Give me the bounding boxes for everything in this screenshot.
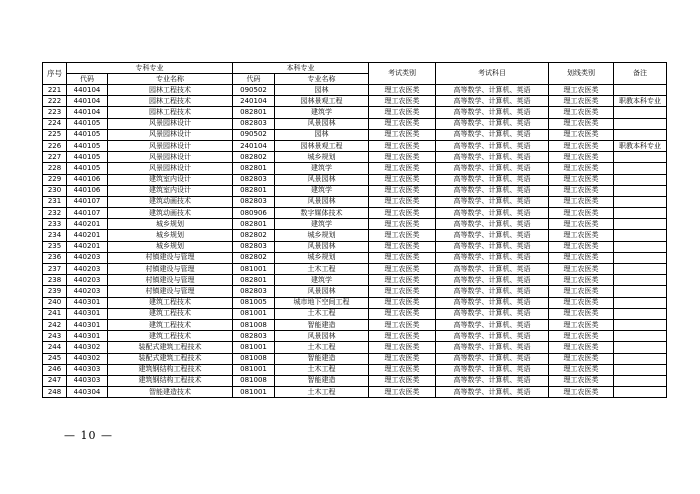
cell-remark — [614, 185, 667, 196]
cell-zhuanke-name: 村镇建设与管理 — [108, 252, 233, 263]
cell-exam-subjects: 高等数学、计算机、英语 — [436, 297, 549, 308]
cell-remark — [614, 308, 667, 319]
cell-line-type: 理工农医类 — [549, 331, 614, 342]
cell-remark — [614, 375, 667, 386]
cell-exam-subjects: 高等数学、计算机、英语 — [436, 264, 549, 275]
cell-line-type: 理工农医类 — [549, 286, 614, 297]
cell-exam-subjects: 高等数学、计算机、英语 — [436, 219, 549, 230]
cell-exam-subjects: 高等数学、计算机、英语 — [436, 241, 549, 252]
cell-remark — [614, 152, 667, 163]
cell-exam-type: 理工农医类 — [369, 230, 436, 241]
table-row — [43, 241, 667, 252]
cell-seq: 244 — [43, 342, 67, 353]
cell-remark — [614, 387, 667, 398]
cell-seq: 226 — [43, 140, 67, 151]
cell-zhuanke-code: 440201 — [67, 241, 108, 252]
cell-line-type: 理工农医类 — [549, 107, 614, 118]
cell-zhuanke-code: 440105 — [67, 152, 108, 163]
cell-exam-type: 理工农医类 — [369, 331, 436, 342]
cell-benke-name: 土木工程 — [275, 387, 369, 398]
cell-exam-type: 理工农医类 — [369, 129, 436, 140]
cell-seq: 231 — [43, 196, 67, 207]
cell-benke-code: 240104 — [233, 96, 275, 107]
cell-remark — [614, 331, 667, 342]
cell-zhuanke-name: 村镇建设与管理 — [108, 264, 233, 275]
cell-zhuanke-code: 440203 — [67, 252, 108, 263]
cell-benke-code: 082802 — [233, 152, 275, 163]
cell-seq: 223 — [43, 107, 67, 118]
cell-line-type: 理工农医类 — [549, 163, 614, 174]
cell-seq: 229 — [43, 174, 67, 185]
cell-seq: 242 — [43, 319, 67, 330]
cell-zhuanke-code: 440107 — [67, 208, 108, 219]
cell-zhuanke-name: 装配式建筑工程技术 — [108, 342, 233, 353]
cell-exam-subjects: 高等数学、计算机、英语 — [436, 208, 549, 219]
cell-line-type: 理工农医类 — [549, 364, 614, 375]
cell-benke-code: 090502 — [233, 129, 275, 140]
cell-exam-type: 理工农医类 — [369, 308, 436, 319]
cell-line-type: 理工农医类 — [549, 241, 614, 252]
cell-exam-subjects: 高等数学、计算机、英语 — [436, 174, 549, 185]
cell-zhuanke-name: 城乡规划 — [108, 219, 233, 230]
cell-benke-name: 土木工程 — [275, 308, 369, 319]
cell-exam-type: 理工农医类 — [369, 140, 436, 151]
cell-exam-type: 理工农医类 — [369, 342, 436, 353]
cell-zhuanke-name: 建筑钢结构工程技术 — [108, 364, 233, 375]
cell-remark — [614, 319, 667, 330]
cell-benke-code: 090502 — [233, 85, 275, 96]
cell-exam-subjects: 高等数学、计算机、英语 — [436, 353, 549, 364]
cell-line-type: 理工农医类 — [549, 252, 614, 263]
cell-remark — [614, 342, 667, 353]
cell-exam-subjects: 高等数学、计算机、英语 — [436, 196, 549, 207]
cell-zhuanke-code: 440106 — [67, 185, 108, 196]
cell-benke-name: 园林 — [275, 85, 369, 96]
cell-benke-name: 风景园林 — [275, 174, 369, 185]
cell-line-type: 理工农医类 — [549, 264, 614, 275]
cell-remark — [614, 264, 667, 275]
cell-zhuanke-code: 440304 — [67, 387, 108, 398]
cell-benke-code: 081001 — [233, 364, 275, 375]
cell-exam-type: 理工农医类 — [369, 85, 436, 96]
cell-benke-code: 082803 — [233, 174, 275, 185]
cell-zhuanke-code: 440301 — [67, 319, 108, 330]
cell-remark — [614, 163, 667, 174]
table-row — [43, 375, 667, 386]
cell-zhuanke-code: 440301 — [67, 308, 108, 319]
cell-benke-name: 风景园林 — [275, 286, 369, 297]
cell-zhuanke-name: 建筑动画技术 — [108, 196, 233, 207]
cell-seq: 235 — [43, 241, 67, 252]
table-row — [43, 252, 667, 263]
cell-exam-subjects: 高等数学、计算机、英语 — [436, 364, 549, 375]
cell-line-type: 理工农医类 — [549, 387, 614, 398]
cell-zhuanke-name: 建筑室内设计 — [108, 185, 233, 196]
table-row — [43, 96, 667, 107]
cell-line-type: 理工农医类 — [549, 353, 614, 364]
cell-line-type: 理工农医类 — [549, 152, 614, 163]
cell-line-type: 理工农医类 — [549, 319, 614, 330]
cell-seq: 230 — [43, 185, 67, 196]
cell-exam-subjects: 高等数学、计算机、英语 — [436, 152, 549, 163]
cell-remark — [614, 286, 667, 297]
cell-benke-code: 081001 — [233, 264, 275, 275]
cell-zhuanke-name: 装配式建筑工程技术 — [108, 353, 233, 364]
cell-benke-code: 082801 — [233, 219, 275, 230]
cell-benke-code: 082801 — [233, 107, 275, 118]
cell-zhuanke-name: 园林工程技术 — [108, 96, 233, 107]
cell-exam-subjects: 高等数学、计算机、英语 — [436, 107, 549, 118]
cell-exam-type: 理工农医类 — [369, 364, 436, 375]
header-zhuanke: 专科专业 — [67, 63, 233, 74]
cell-exam-subjects: 高等数学、计算机、英语 — [436, 118, 549, 129]
cell-seq: 222 — [43, 96, 67, 107]
cell-line-type: 理工农医类 — [549, 196, 614, 207]
cell-zhuanke-code: 440302 — [67, 353, 108, 364]
page-number: — 10 — — [64, 429, 113, 442]
cell-zhuanke-name: 建筑工程技术 — [108, 331, 233, 342]
table-body — [43, 85, 667, 398]
cell-zhuanke-name: 智能建造技术 — [108, 387, 233, 398]
cell-zhuanke-name: 村镇建设与管理 — [108, 275, 233, 286]
cell-benke-name: 风景园林 — [275, 331, 369, 342]
cell-zhuanke-name: 建筑工程技术 — [108, 319, 233, 330]
cell-zhuanke-name: 村镇建设与管理 — [108, 286, 233, 297]
cell-zhuanke-code: 440203 — [67, 286, 108, 297]
cell-seq: 240 — [43, 297, 67, 308]
header-zhuanke-code: 代码 — [67, 74, 108, 85]
cell-seq: 243 — [43, 331, 67, 342]
table-row — [43, 163, 667, 174]
cell-benke-code: 081008 — [233, 319, 275, 330]
cell-exam-type: 理工农医类 — [369, 185, 436, 196]
cell-benke-code: 081008 — [233, 375, 275, 386]
cell-seq: 224 — [43, 118, 67, 129]
cell-zhuanke-name: 建筑工程技术 — [108, 297, 233, 308]
cell-zhuanke-code: 440104 — [67, 85, 108, 96]
table-row — [43, 107, 667, 118]
table-row — [43, 85, 667, 96]
header-line-type: 划线类别 — [549, 63, 614, 85]
cell-benke-code: 082801 — [233, 163, 275, 174]
cell-benke-code: 082802 — [233, 252, 275, 263]
table-row — [43, 230, 667, 241]
cell-exam-subjects: 高等数学、计算机、英语 — [436, 319, 549, 330]
table-row — [43, 118, 667, 129]
cell-exam-type: 理工农医类 — [369, 163, 436, 174]
cell-exam-type: 理工农医类 — [369, 264, 436, 275]
header-benke-code: 代码 — [233, 74, 275, 85]
cell-exam-type: 理工农医类 — [369, 252, 436, 263]
cell-benke-name: 数字媒体技术 — [275, 208, 369, 219]
table-row — [43, 286, 667, 297]
cell-benke-name: 风景园林 — [275, 241, 369, 252]
cell-line-type: 理工农医类 — [549, 230, 614, 241]
header-exam-type: 考试类别 — [369, 63, 436, 85]
cell-exam-subjects: 高等数学、计算机、英语 — [436, 252, 549, 263]
cell-benke-code: 081008 — [233, 353, 275, 364]
table-row — [43, 319, 667, 330]
header-benke: 本科专业 — [233, 63, 369, 74]
cell-zhuanke-code: 440302 — [67, 342, 108, 353]
header-benke-name: 专业名称 — [275, 74, 369, 85]
enrollment-table — [42, 62, 667, 398]
table-row — [43, 152, 667, 163]
cell-benke-code: 082801 — [233, 275, 275, 286]
cell-benke-name: 园林景观工程 — [275, 96, 369, 107]
table-row — [43, 353, 667, 364]
table-row — [43, 174, 667, 185]
cell-benke-code: 081001 — [233, 308, 275, 319]
cell-benke-code: 082803 — [233, 331, 275, 342]
cell-exam-type: 理工农医类 — [369, 319, 436, 330]
cell-benke-code: 082802 — [233, 230, 275, 241]
cell-remark — [614, 230, 667, 241]
cell-seq: 245 — [43, 353, 67, 364]
table-row — [43, 387, 667, 398]
table-row — [43, 308, 667, 319]
cell-zhuanke-code: 440203 — [67, 275, 108, 286]
cell-line-type: 理工农医类 — [549, 375, 614, 386]
cell-benke-name: 建筑学 — [275, 185, 369, 196]
cell-remark — [614, 241, 667, 252]
cell-seq: 236 — [43, 252, 67, 263]
cell-exam-subjects: 高等数学、计算机、英语 — [436, 275, 549, 286]
table-row — [43, 196, 667, 207]
cell-exam-subjects: 高等数学、计算机、英语 — [436, 331, 549, 342]
cell-seq: 247 — [43, 375, 67, 386]
cell-benke-name: 风景园林 — [275, 118, 369, 129]
cell-seq: 237 — [43, 264, 67, 275]
cell-line-type: 理工农医类 — [549, 85, 614, 96]
cell-remark — [614, 275, 667, 286]
cell-zhuanke-code: 440301 — [67, 331, 108, 342]
cell-remark — [614, 364, 667, 375]
cell-benke-code: 080906 — [233, 208, 275, 219]
table-header — [43, 63, 667, 85]
cell-exam-type: 理工农医类 — [369, 152, 436, 163]
cell-exam-type: 理工农医类 — [369, 297, 436, 308]
cell-line-type: 理工农医类 — [549, 174, 614, 185]
cell-remark — [614, 219, 667, 230]
cell-remark — [614, 297, 667, 308]
cell-exam-subjects: 高等数学、计算机、英语 — [436, 85, 549, 96]
cell-benke-name: 智能建造 — [275, 319, 369, 330]
table-row — [43, 264, 667, 275]
cell-zhuanke-name: 建筑工程技术 — [108, 308, 233, 319]
cell-seq: 234 — [43, 230, 67, 241]
header-zhuanke-name: 专业名称 — [108, 74, 233, 85]
cell-zhuanke-code: 440303 — [67, 375, 108, 386]
cell-zhuanke-code: 440203 — [67, 264, 108, 275]
cell-exam-subjects: 高等数学、计算机、英语 — [436, 185, 549, 196]
cell-zhuanke-name: 风景园林设计 — [108, 118, 233, 129]
cell-benke-code: 240104 — [233, 140, 275, 151]
table-row — [43, 331, 667, 342]
cell-zhuanke-code: 440105 — [67, 118, 108, 129]
cell-remark — [614, 353, 667, 364]
cell-remark — [614, 252, 667, 263]
cell-benke-code: 082803 — [233, 196, 275, 207]
header-exam-subjects: 考试科目 — [436, 63, 549, 85]
cell-zhuanke-code: 440104 — [67, 107, 108, 118]
cell-exam-type: 理工农医类 — [369, 96, 436, 107]
cell-benke-code: 081001 — [233, 342, 275, 353]
cell-zhuanke-code: 440105 — [67, 140, 108, 151]
cell-remark: 职教本科专业 — [614, 96, 667, 107]
cell-exam-subjects: 高等数学、计算机、英语 — [436, 140, 549, 151]
cell-benke-name: 园林 — [275, 129, 369, 140]
table-row — [43, 140, 667, 151]
cell-exam-type: 理工农医类 — [369, 118, 436, 129]
cell-zhuanke-name: 园林工程技术 — [108, 107, 233, 118]
cell-seq: 232 — [43, 208, 67, 219]
cell-seq: 248 — [43, 387, 67, 398]
cell-zhuanke-code: 440201 — [67, 230, 108, 241]
cell-line-type: 理工农医类 — [549, 275, 614, 286]
cell-exam-type: 理工农医类 — [369, 286, 436, 297]
cell-seq: 241 — [43, 308, 67, 319]
cell-seq: 221 — [43, 85, 67, 96]
cell-exam-subjects: 高等数学、计算机、英语 — [436, 230, 549, 241]
cell-exam-subjects: 高等数学、计算机、英语 — [436, 163, 549, 174]
cell-benke-name: 风景园林 — [275, 196, 369, 207]
cell-benke-name: 建筑学 — [275, 107, 369, 118]
cell-benke-code: 082801 — [233, 185, 275, 196]
cell-benke-name: 建筑学 — [275, 163, 369, 174]
cell-zhuanke-name: 风景园林设计 — [108, 129, 233, 140]
cell-zhuanke-name: 风景园林设计 — [108, 152, 233, 163]
table-row — [43, 208, 667, 219]
cell-remark: 职教本科专业 — [614, 140, 667, 151]
cell-zhuanke-name: 风景园林设计 — [108, 140, 233, 151]
cell-exam-type: 理工农医类 — [369, 174, 436, 185]
cell-line-type: 理工农医类 — [549, 342, 614, 353]
cell-exam-subjects: 高等数学、计算机、英语 — [436, 387, 549, 398]
cell-line-type: 理工农医类 — [549, 96, 614, 107]
cell-exam-type: 理工农医类 — [369, 107, 436, 118]
cell-benke-name: 土木工程 — [275, 264, 369, 275]
cell-zhuanke-code: 440105 — [67, 163, 108, 174]
cell-exam-type: 理工农医类 — [369, 208, 436, 219]
header-seq: 序号 — [43, 63, 67, 85]
cell-benke-name: 城乡规划 — [275, 230, 369, 241]
cell-zhuanke-name: 风景园林设计 — [108, 163, 233, 174]
cell-benke-name: 城乡规划 — [275, 252, 369, 263]
cell-benke-name: 土木工程 — [275, 342, 369, 353]
table-row — [43, 297, 667, 308]
cell-exam-type: 理工农医类 — [369, 219, 436, 230]
cell-benke-name: 智能建造 — [275, 375, 369, 386]
cell-zhuanke-code: 440106 — [67, 174, 108, 185]
cell-exam-subjects: 高等数学、计算机、英语 — [436, 308, 549, 319]
cell-benke-name: 智能建造 — [275, 353, 369, 364]
cell-zhuanke-code: 440301 — [67, 297, 108, 308]
cell-line-type: 理工农医类 — [549, 308, 614, 319]
cell-benke-name: 土木工程 — [275, 364, 369, 375]
cell-line-type: 理工农医类 — [549, 219, 614, 230]
cell-line-type: 理工农医类 — [549, 208, 614, 219]
cell-zhuanke-code: 440107 — [67, 196, 108, 207]
cell-zhuanke-code: 440303 — [67, 364, 108, 375]
cell-zhuanke-name: 城乡规划 — [108, 230, 233, 241]
cell-line-type: 理工农医类 — [549, 297, 614, 308]
cell-benke-name: 城乡规划 — [275, 152, 369, 163]
table-row — [43, 185, 667, 196]
cell-benke-code: 081001 — [233, 387, 275, 398]
table-row — [43, 275, 667, 286]
cell-line-type: 理工农医类 — [549, 185, 614, 196]
cell-zhuanke-code: 440105 — [67, 129, 108, 140]
cell-exam-subjects: 高等数学、计算机、英语 — [436, 375, 549, 386]
cell-line-type: 理工农医类 — [549, 140, 614, 151]
cell-remark — [614, 118, 667, 129]
cell-exam-type: 理工农医类 — [369, 375, 436, 386]
cell-benke-code: 082803 — [233, 286, 275, 297]
cell-benke-code: 082803 — [233, 241, 275, 252]
cell-exam-type: 理工农医类 — [369, 196, 436, 207]
cell-exam-type: 理工农医类 — [369, 241, 436, 252]
cell-zhuanke-name: 建筑动画技术 — [108, 208, 233, 219]
cell-zhuanke-code: 440201 — [67, 219, 108, 230]
cell-seq: 227 — [43, 152, 67, 163]
cell-seq: 225 — [43, 129, 67, 140]
cell-benke-name: 园林景观工程 — [275, 140, 369, 151]
cell-benke-name: 建筑学 — [275, 275, 369, 286]
cell-exam-type: 理工农医类 — [369, 387, 436, 398]
cell-exam-subjects: 高等数学、计算机、英语 — [436, 96, 549, 107]
cell-seq: 246 — [43, 364, 67, 375]
table-row — [43, 342, 667, 353]
cell-exam-type: 理工农医类 — [369, 275, 436, 286]
cell-zhuanke-name: 建筑钢结构工程技术 — [108, 375, 233, 386]
cell-remark — [614, 85, 667, 96]
cell-remark — [614, 196, 667, 207]
cell-exam-subjects: 高等数学、计算机、英语 — [436, 286, 549, 297]
cell-exam-subjects: 高等数学、计算机、英语 — [436, 342, 549, 353]
cell-seq: 239 — [43, 286, 67, 297]
cell-exam-subjects: 高等数学、计算机、英语 — [436, 129, 549, 140]
cell-benke-code: 081005 — [233, 297, 275, 308]
cell-zhuanke-name: 建筑室内设计 — [108, 174, 233, 185]
header-remark: 备注 — [614, 63, 667, 85]
cell-seq: 233 — [43, 219, 67, 230]
table-row — [43, 364, 667, 375]
cell-exam-type: 理工农医类 — [369, 353, 436, 364]
cell-benke-name: 建筑学 — [275, 219, 369, 230]
cell-line-type: 理工农医类 — [549, 129, 614, 140]
cell-seq: 228 — [43, 163, 67, 174]
cell-zhuanke-name: 园林工程技术 — [108, 85, 233, 96]
cell-zhuanke-code: 440104 — [67, 96, 108, 107]
cell-benke-name: 城市地下空间工程 — [275, 297, 369, 308]
cell-remark — [614, 129, 667, 140]
cell-remark — [614, 208, 667, 219]
table-row — [43, 129, 667, 140]
cell-benke-code: 082803 — [233, 118, 275, 129]
cell-remark — [614, 107, 667, 118]
table-row — [43, 219, 667, 230]
cell-seq: 238 — [43, 275, 67, 286]
cell-remark — [614, 174, 667, 185]
cell-zhuanke-name: 城乡规划 — [108, 241, 233, 252]
cell-line-type: 理工农医类 — [549, 118, 614, 129]
